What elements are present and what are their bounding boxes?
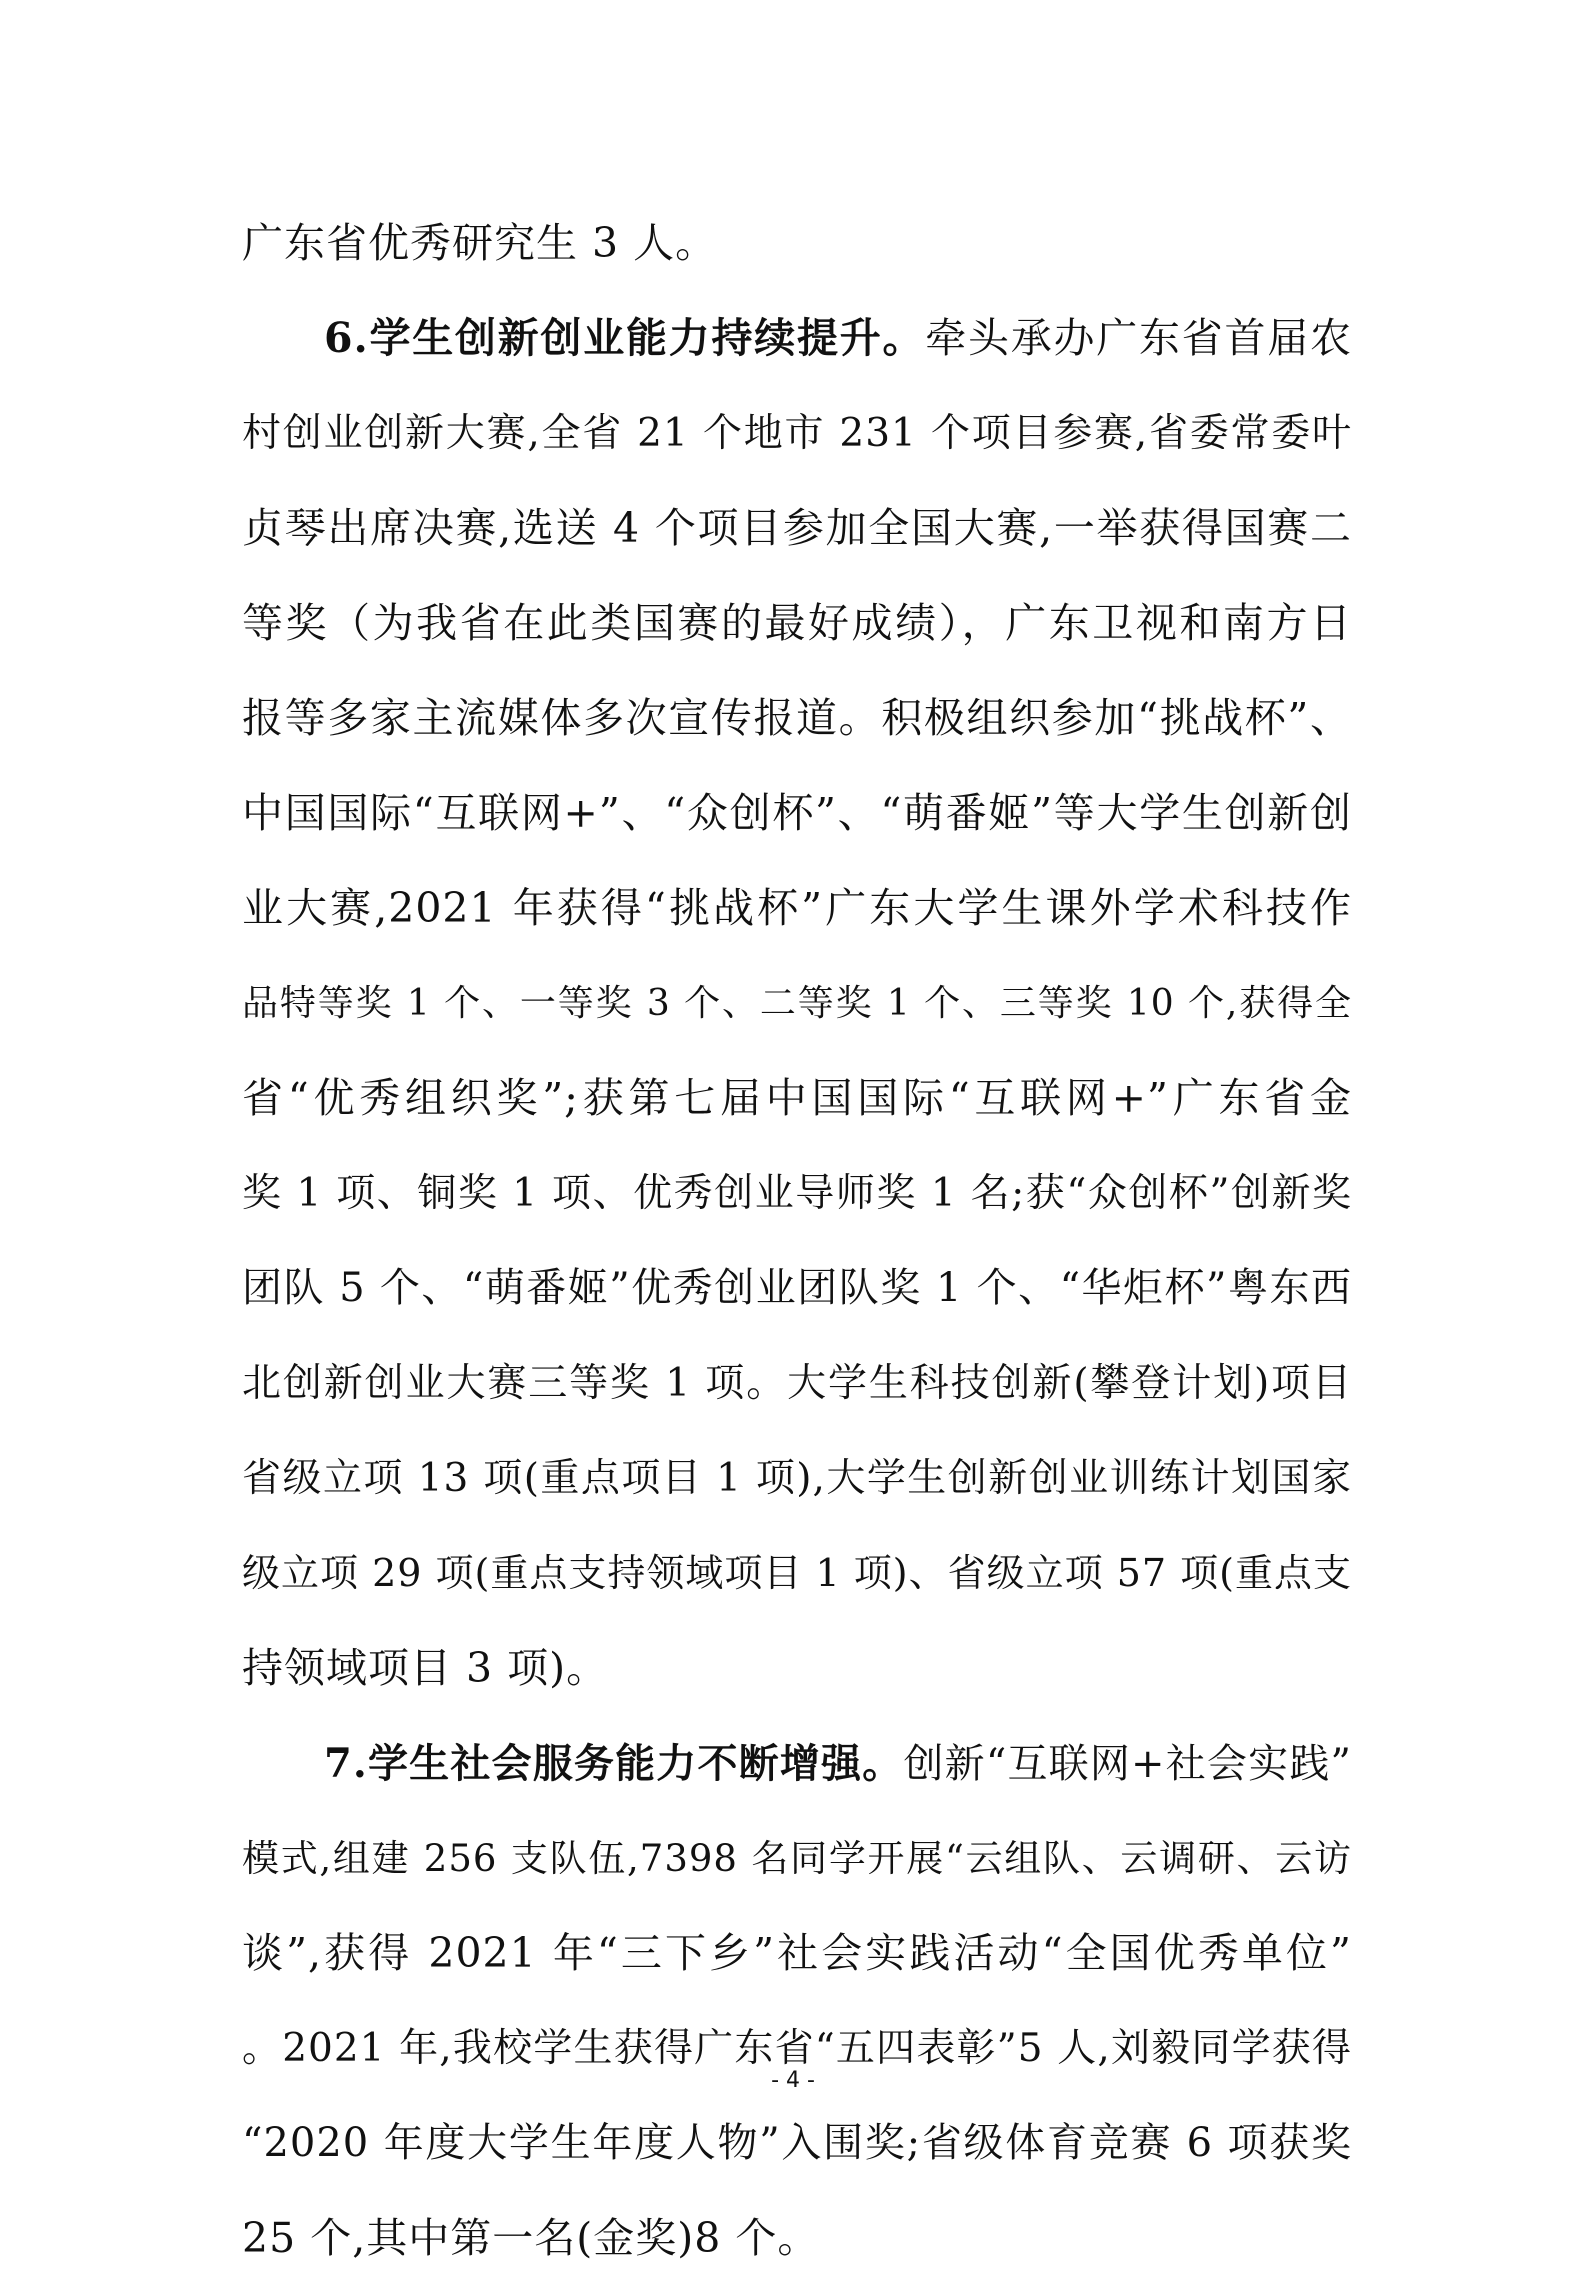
paragraph-line: 奖 1 项、铜奖 1 项、优秀创业导师奖 1 名;获“众创杯”创新奖 — [242, 1171, 1352, 1216]
paragraph-line: 持领域项目 3 项)。 — [242, 1644, 609, 1692]
paragraph-6-first-line — [242, 291, 1352, 386]
paragraph-line: 报等多家主流媒体多次宣传报道。积极组织参加“挑战杯”、 — [242, 694, 1352, 742]
paragraph-line: 等奖（为我省在此类国赛的最好成绩），广东卫视和南方日 — [242, 599, 1352, 647]
paragraph-line: 团队 5 个、“萌番姬”优秀创业团队奖 1 个、“华炬杯”粤东西 — [242, 1265, 1352, 1311]
paragraph-line: 。2021 年,我校学生获得广东省“五四表彰”5 人,刘毅同学获得 — [242, 2026, 1352, 2071]
paragraph-7-first-line — [242, 1716, 1352, 1811]
paragraph-line: 级立项 29 项(重点支持领域项目 1 项)、省级立项 57 项(重点支 — [242, 1551, 1352, 1595]
paragraph-7-heading: 7.学生社会服务能力不断增强。 — [324, 1740, 904, 1787]
paragraph-line: 贞琴出席决赛,选送 4 个项目参加全国大赛,一举获得国赛二 — [242, 504, 1352, 552]
paragraph-line-text: 创新“互联网+社会实践” — [903, 1741, 1352, 1787]
paragraph-line: 村创业创新大赛,全省 21 个地市 231 个项目参赛,省委常委叶 — [242, 411, 1352, 456]
paragraph-line: 广东省优秀研究生 3 人。 — [242, 219, 718, 267]
paragraph-line: 25 个,其中第一名(金奖)8 个。 — [242, 2214, 820, 2262]
paragraph-line: “2020 年度大学生年度人物”入围奖;省级体育竞赛 6 项获奖 — [242, 2120, 1352, 2166]
page-number: - 4 - — [771, 2068, 815, 2093]
paragraph-line: 省“优秀组织奖”;获第七届中国国际“互联网+”广东省金 — [242, 1074, 1352, 1122]
paragraph-6-heading: 6.学生创新创业能力持续提升。 — [324, 314, 926, 362]
body-text — [242, 196, 1352, 2286]
paragraph-line: 中国国际“互联网+”、“众创杯”、“萌番姬”等大学生创新创 — [242, 789, 1352, 837]
paragraph-line: 业大赛,2021 年获得“挑战杯”广东大学生课外学术科技作 — [242, 884, 1352, 932]
paragraph-line: 谈”,获得 2021 年“三下乡”社会实践活动“全国优秀单位” — [242, 1929, 1352, 1977]
paragraph-line: 北创新创业大赛三等奖 1 项。大学生科技创新(攀登计划)项目 — [242, 1361, 1352, 1406]
paragraph-line-text: 牵头承办广东省首届农 — [925, 314, 1352, 362]
paragraph-line: 模式,组建 256 支队伍,7398 名同学开展“云组队、云调研、云访 — [242, 1837, 1352, 1880]
paragraph-line: 品特等奖 1 个、一等奖 3 个、二等奖 1 个、三等奖 10 个,获得全 — [242, 983, 1352, 1024]
paragraph-line: 省级立项 13 项(重点项目 1 项),大学生创新创业训练计划国家 — [242, 1456, 1352, 1501]
